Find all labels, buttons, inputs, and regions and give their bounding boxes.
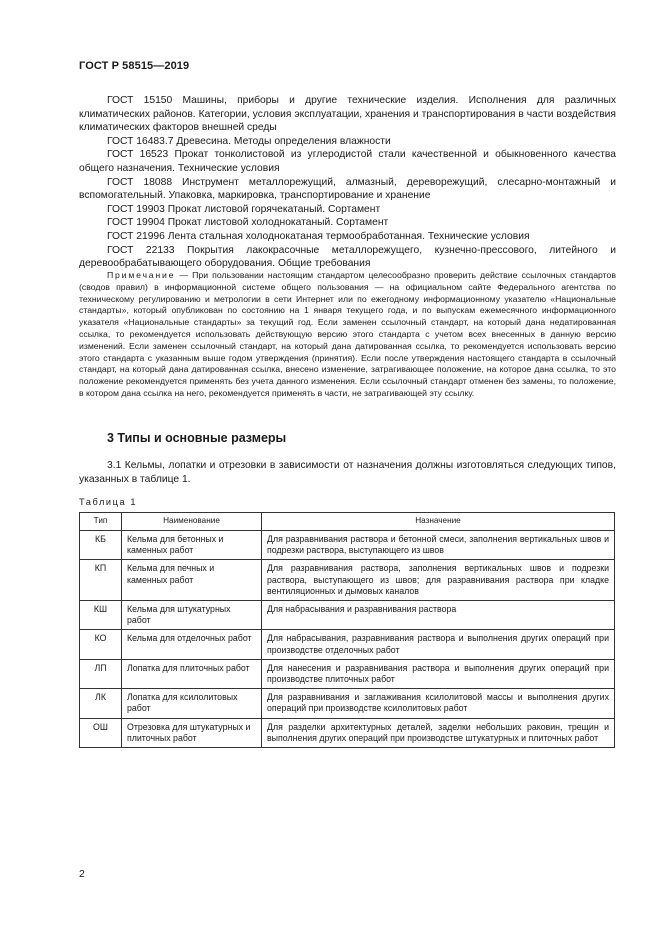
table-row: [80, 689, 615, 718]
type-code: ЛК: [80, 689, 122, 718]
type-code: КО: [80, 630, 122, 659]
reference-item: ГОСТ 15150 Машины, приборы и другие технические изделия. Исполнения для различных климатических районов. Категории, условия эксплуатации, хранения и транспортирования в части воздействия климатических факторов внешней среды: [79, 95, 616, 134]
note-label: Примечание: [107, 270, 176, 280]
document-header: ГОСТ Р 58515—2019: [79, 60, 190, 72]
reference-item: ГОСТ 16523 Прокат тонколистовой из углеродистой стали качественной и обыкновенного качества общего назначения. Технические условия: [79, 149, 616, 174]
reference-item: ГОСТ 19903 Прокат листовой горячекатаный. Сортамент: [107, 203, 381, 215]
tool-name: Кельма для отделочных работ: [122, 630, 262, 659]
note-paragraph: [79, 270, 616, 400]
reference-item: ГОСТ 22133 Покрытия лакокрасочные металлорежущего, кузнечно-прессового, литейного и деревообрабатывающего оборудования. Общие требования: [79, 244, 616, 270]
tool-name: Кельма для штукатурных работ: [122, 601, 262, 630]
table-caption: Таблица 1: [79, 497, 138, 507]
tool-purpose: Для разравнивания и заглаживания ксилолитовой массы и выполнения других операций при производстве ксилолитовых работ: [262, 689, 615, 718]
tool-name: Кельма для бетонных и каменных работ: [122, 531, 262, 560]
header-type: Тип: [80, 513, 122, 531]
table-header-row: [80, 513, 615, 531]
reference-item: ГОСТ 16483.7 Древесина. Методы определения влажности: [107, 135, 391, 147]
type-code: КП: [80, 560, 122, 601]
tool-name: Отрезовка для штукатурных и плиточных работ: [122, 718, 262, 747]
page-number: 2: [79, 868, 85, 880]
normative-references-list: [79, 94, 616, 271]
type-code: КБ: [80, 531, 122, 560]
type-code: ЛП: [80, 659, 122, 688]
tool-purpose: Для набрасывания, разравнивания раствора и выполнения других операций при производстве отделочных работ: [262, 630, 615, 659]
note-text: — При пользовании настоящим стандартом целесообразно проверить действие ссылочных стандартов (сводов правил) в информационной системе общего пользования — на официальном сайте Федерального агентства по техническому регулированию и метрологии в сети Интернет или по ежегодному информационному указателю «Национальные стандарты», который опубликован по состоянию на 1 января текущего года, и по выпускам ежемесячного информационного указателя «Национальные стандарты» за текущий год. Если заменен ссылочный стандарт, на который дана недатированная ссылка, то рекомендуется использовать действующую версию этого стандарта с учетом всех внесенных в данную версию изменений. Если заменен ссылочный стандарт, на который дана датированная ссылка, то рекомендуется использовать версию этого стандарта с указанным выше годом утверждения (принятия). Если после утверждения настоящего стандарта в ссылочный стандарт, на который дана датированная ссылка, внесено изменение, затрагивающее положение, на которое дана ссылка, то это положение рекомендуется применять без учета данного изменения. Если ссылочный стандарт отменен без замены, то положение, в котором дана ссылка на него, рекомендуется применять в части, не затрагивающей эту ссылку.: [79, 270, 616, 398]
type-code: ОШ: [80, 718, 122, 747]
table-row: [80, 531, 615, 560]
tool-purpose: Для разравнивания раствора, заполнения вертикальных швов и подрезки раствора, выступающего из швов; для разравнивания раствора при кладке вентиляционных и дымовых каналов: [262, 560, 615, 601]
tool-purpose: Для нанесения и разравнивания раствора и выполнения других операций при производстве плиточных работ: [262, 659, 615, 688]
table-row: [80, 601, 615, 630]
tool-purpose: Для набрасывания и разравнивания раствора: [262, 601, 615, 630]
table-row: [80, 630, 615, 659]
types-table: [79, 512, 615, 748]
tool-purpose: Для разравнивания раствора и бетонной смеси, заполнения вертикальных швов и подрезки раствора, выступающего из швов: [262, 531, 615, 560]
table-row: [80, 718, 615, 747]
type-code: КШ: [80, 601, 122, 630]
header-name: Наименование: [122, 513, 262, 531]
table-row: [80, 560, 615, 601]
tool-purpose: Для разделки архитектурных деталей, заделки небольших раковин, трещин и выполнения других операций при производстве штукатурных и плиточных работ: [262, 718, 615, 747]
tool-name: Лопатка для плиточных работ: [122, 659, 262, 688]
tool-name: Кельма для печных и каменных работ: [122, 560, 262, 601]
reference-item: ГОСТ 21996 Лента стальная холоднокатаная термообработанная. Технические условия: [107, 230, 530, 242]
section-heading: 3 Типы и основные размеры: [107, 431, 287, 445]
reference-item: ГОСТ 18088 Инструмент металлорежущий, алмазный, дереворежущий, слесарно-монтажный и вспомогательный. Упаковка, маркировка, транспортирование и хранение: [79, 176, 616, 202]
section-paragraph: 3.1 Кельмы, лопатки и отрезовки в зависимости от назначения должны изготовляться следующих типов, указанных в таблице 1.: [79, 460, 616, 485]
reference-item: ГОСТ 19904 Прокат листовой холоднокатаный. Сортамент: [107, 217, 389, 229]
tool-name: Лопатка для ксилолитовых работ: [122, 689, 262, 718]
table-row: [80, 659, 615, 688]
header-purpose: Назначение: [262, 513, 615, 531]
